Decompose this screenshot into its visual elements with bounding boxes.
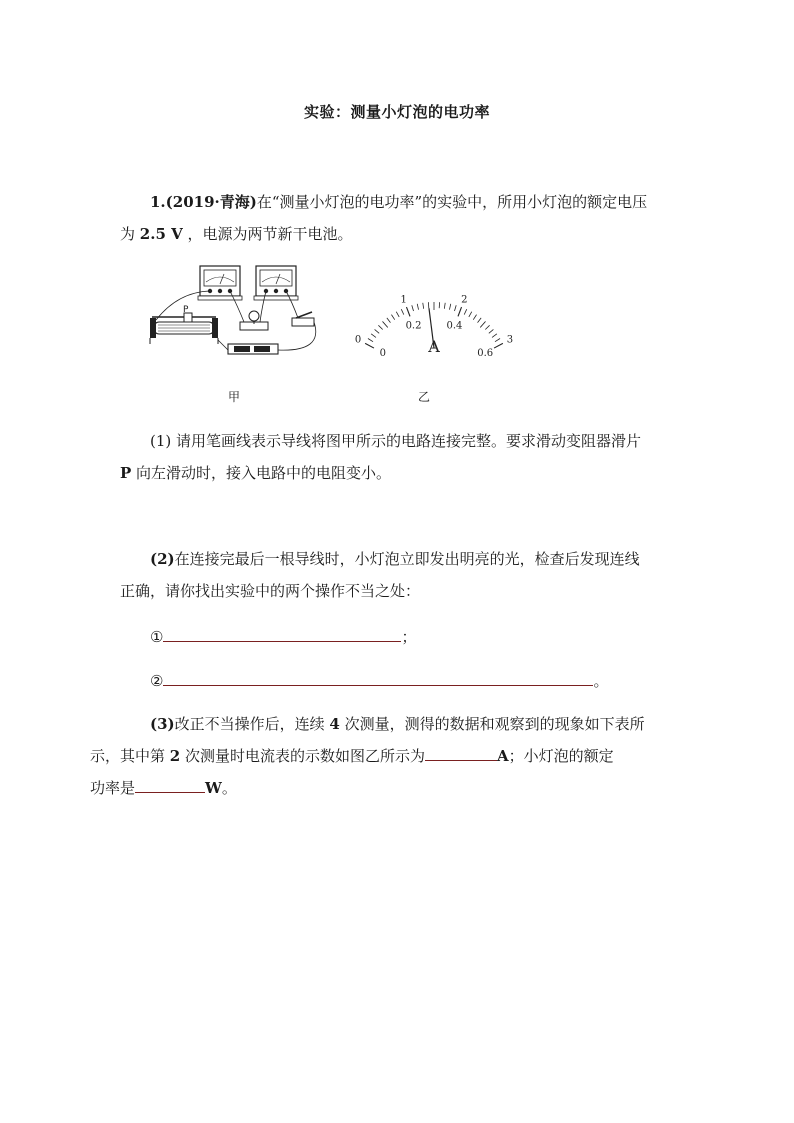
- answer-blank-current[interactable]: [425, 744, 497, 761]
- dial-tick: [478, 318, 482, 323]
- voltmeter-device: [198, 266, 242, 300]
- part-1-text: (1) 请用笔画线表示导线将图甲所示的电路连接完整。要求滑动变阻器滑片 P 向左滑动时，接入电路中的电阻变小。: [120, 432, 642, 482]
- dial-inner-label: 0.6: [477, 347, 494, 359]
- dial-inner-label: 0.4: [446, 320, 463, 332]
- part-2-item-1: ① ；: [120, 621, 676, 653]
- dial-tick: [464, 309, 467, 314]
- dial-tick: [454, 305, 456, 311]
- circuit-figure: [148, 262, 328, 362]
- dial-tick: [494, 343, 503, 348]
- dial-tick: [480, 321, 485, 327]
- dial-tick: [375, 329, 380, 333]
- dial-tick: [473, 315, 476, 320]
- dial-tick: [449, 304, 450, 310]
- dial-outer-label: 0: [354, 334, 362, 346]
- question-source: (2019·青海): [165, 193, 257, 211]
- dial-tick: [489, 329, 494, 333]
- part-3-number: (3): [150, 715, 175, 733]
- ammeter-dial-figure: [356, 262, 516, 358]
- dial-tick: [391, 315, 394, 320]
- figure-label-a: 甲: [228, 390, 241, 404]
- dial-outer-label: 3: [506, 334, 514, 346]
- ammeter-device: [254, 266, 298, 300]
- dial-unit-label: A: [428, 337, 440, 356]
- dial-tick: [368, 339, 373, 342]
- dial-tick: [495, 339, 500, 342]
- answer-blank-power[interactable]: [135, 776, 205, 793]
- question-1-intro: 1.(2019·青海)在“测量小灯泡的电功率”的实验中，所用小灯泡的额定电压 为 2.5 V ，电源为两节新干电池。: [120, 193, 648, 243]
- slider-label: P: [183, 305, 189, 315]
- lamp-device: [240, 311, 268, 330]
- rated-voltage: 2.5 V: [139, 225, 183, 243]
- dial-tick: [458, 307, 462, 316]
- answer-blank-1[interactable]: [163, 625, 401, 642]
- dial-tick: [492, 334, 497, 338]
- dial-tick: [444, 303, 445, 309]
- dial-tick: [423, 303, 424, 309]
- question-number: 1.: [150, 193, 166, 211]
- dial-tick: [469, 312, 472, 317]
- dial-tick: [412, 305, 414, 311]
- dial-inner-label: 0: [379, 347, 386, 359]
- dial-outer-label: 2: [461, 294, 468, 306]
- page-title: 实验：测量小灯泡的电功率: [303, 103, 490, 121]
- dial-tick: [387, 318, 391, 323]
- figure-label-b: 乙: [418, 390, 431, 404]
- part-1-number: (1): [150, 432, 172, 450]
- battery-device: [228, 344, 278, 354]
- dial-tick: [378, 325, 382, 329]
- dial-tick: [485, 325, 489, 329]
- rheostat-device: [150, 313, 218, 344]
- dial-tick: [382, 321, 387, 327]
- answer-blank-2[interactable]: [163, 669, 593, 686]
- dial-tick: [401, 309, 404, 314]
- part-2-text: (2)在连接完最后一根导线时，小灯泡立即发出明亮的光，检查后发现连线 正确，请你找出实验中的两个操作不当之处：: [120, 550, 640, 600]
- switch-device: [292, 312, 314, 326]
- dial-tick: [365, 343, 374, 348]
- dial-outer-label: 1: [400, 294, 407, 306]
- dial-tick: [417, 304, 418, 310]
- dial-tick: [406, 307, 410, 316]
- part-2-item-2: ② 。: [120, 665, 676, 697]
- dial-inner-label: 0.2: [405, 320, 422, 332]
- part-2-number: (2): [150, 550, 175, 568]
- part-3-text: (3)改正不当操作后，连续 4 次测量，测得的数据和观察到的现象如下表所 示，其中第 2 次测量时电流表的示数如图乙所示为 A；小灯泡的额定 功率是 W。: [90, 715, 645, 797]
- dial-tick: [396, 312, 399, 317]
- dial-tick: [371, 334, 376, 338]
